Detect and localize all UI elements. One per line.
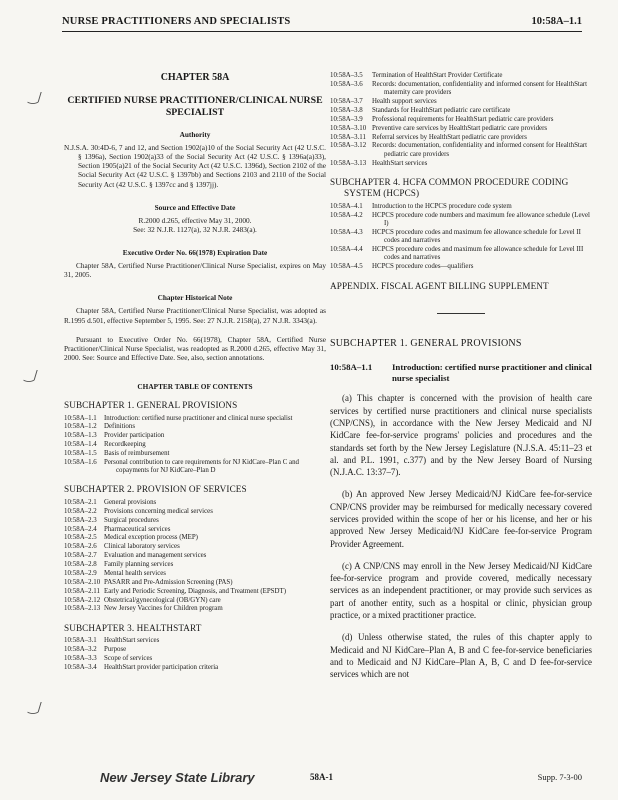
toc-subchapter-4-title: SUBCHAPTER 4. HCFA COMMON PROCEDURE CODING SYSTEM (HCPCS) — [330, 176, 569, 199]
toc-item — [64, 459, 326, 476]
toc-item-title: Provider participation — [104, 432, 165, 440]
toc-item — [64, 597, 326, 605]
toc-list — [330, 72, 592, 168]
exec-order-text: Chapter 58A, Certified Nurse Practitioner/Clinical Nurse Specialist, expires on May 31, 2005. — [64, 261, 326, 280]
toc-item-title: PASARR and Pre-Admission Screening (PAS) — [104, 578, 233, 586]
body-subchapter-title: SUBCHAPTER 1. GENERAL PROVISIONS — [330, 337, 522, 349]
header-section: 10:58A–1.1 — [531, 16, 582, 27]
toc-item-title: Referral services by HealthStart pediatric care providers — [372, 133, 527, 141]
toc-item-number: 10:58A–1.1 — [64, 414, 97, 422]
toc-list — [64, 415, 326, 476]
toc-item — [64, 588, 326, 596]
toc-item — [64, 415, 326, 423]
toc-item-number: 10:58A–3.1 — [64, 637, 97, 645]
right-column — [330, 72, 592, 690]
toc-item-number: 10:58A–4.3 — [330, 228, 363, 236]
toc-appendix: APPENDIX. FISCAL AGENT BILLING SUPPLEMENT — [330, 281, 549, 292]
toc-item — [64, 450, 326, 458]
toc-item-title: Medical exception process (MEP) — [104, 534, 198, 542]
toc-item — [330, 125, 592, 133]
toc-item — [64, 508, 326, 516]
toc-item-number: 10:58A–1.3 — [64, 432, 97, 440]
toc-item-number: 10:58A–4.2 — [330, 211, 363, 219]
toc-item-title: Pharmaceutical services — [104, 525, 171, 533]
section-heading — [330, 362, 592, 384]
toc-item-title: Professional requirements for HealthStart pediatric care providers — [372, 115, 554, 123]
historical-note-text: Pursuant to Executive Order No. 66(1978), Chapter 58A, Certified Nurse Practitioner/Clinical Nurse Specialist, was readopted as R.2000 d.265, effective May 31, 2000. See: Source and Effective Date. See, also, section annotations. — [64, 334, 326, 362]
section-title: Introduction: certified nurse practitioner and clinical nurse specialist — [392, 362, 592, 384]
toc-item — [64, 534, 326, 542]
toc-item — [330, 81, 592, 98]
toc-item-number: 10:58A–1.5 — [64, 450, 97, 458]
toc-item — [64, 605, 326, 613]
toc-item-title: Scope of services — [104, 655, 153, 663]
page-number: 58A-1 — [310, 772, 333, 782]
section-separator — [437, 313, 485, 314]
toc-item-number: 10:58A–2.10 — [64, 578, 101, 586]
toc-item — [64, 552, 326, 560]
exec-order-label: Executive Order No. 66(1978) Expiration Date — [122, 247, 268, 257]
toc-item — [330, 160, 592, 168]
left-column — [64, 72, 326, 673]
chapter-title: CERTIFIED NURSE PRACTITIONER/CLINICAL NURSE SPECIALIST — [67, 94, 323, 119]
toc-item-number: 10:58A–2.8 — [64, 561, 97, 569]
toc-item-title: Introduction: certified nurse practitioner and clinical nurse specialist — [104, 414, 293, 422]
toc-item-title: Definitions — [104, 423, 136, 431]
toc-item — [330, 263, 592, 271]
toc-item-number: 10:58A–3.11 — [330, 133, 366, 141]
source-label: Source and Effective Date — [154, 202, 236, 212]
header-title: NURSE PRACTITIONERS AND SPECIALISTS — [62, 16, 291, 27]
toc-item-number: 10:58A–3.5 — [330, 72, 363, 79]
toc-item — [330, 246, 592, 263]
historical-note-label: Chapter Historical Note — [157, 293, 233, 303]
toc-item-number: 10:58A–1.2 — [64, 423, 97, 431]
toc-item-number: 10:58A–3.12 — [330, 142, 367, 150]
toc-item-number: 10:58A–2.6 — [64, 543, 97, 551]
historical-note-text: Chapter 58A, Certified Nurse Practitioner/Clinical Nurse Specialist, was adopted as R.1995 d.501, effective September 5, 1995. See: 27 N.J.R. 2158(a), 27 N.J.R. 3343(a). — [64, 306, 326, 325]
toc-item — [330, 116, 592, 124]
toc-item-number: 10:58A–3.10 — [330, 124, 367, 132]
toc-item-title: Records: documentation, confidentiality and informed consent for HealthStart maternity care providers — [372, 80, 588, 97]
toc-item-title: Termination of HealthStart Provider Certificate — [372, 72, 503, 79]
toc-item-number: 10:58A–4.1 — [330, 202, 363, 210]
toc-item-number: 10:58A–1.4 — [64, 441, 97, 449]
toc-item-title: Purpose — [104, 646, 127, 654]
toc-item — [64, 561, 326, 569]
paragraph-b: (b) An approved New Jersey Medicaid/NJ KidCare fee-for-service CNP/CNS provider may be reimbursed for medically necessary covered services provided within the scope of her or his license, and her or his approved New Jersey Medicaid/NJ KidCare fee-for-service Program Provider Agreement. — [330, 489, 592, 549]
toc-item-number: 10:58A–1.6 — [64, 458, 97, 466]
margin-mark: ‿/ — [24, 368, 38, 382]
library-stamp: New Jersey State Library — [100, 770, 255, 785]
toc-item-title: Family planning services — [104, 561, 174, 569]
toc-subchapter-3-title: SUBCHAPTER 3. HEALTHSTART — [64, 622, 202, 633]
toc-item-number: 10:58A–2.2 — [64, 507, 97, 515]
authority-text: N.J.S.A. 30:4D-6, 7 and 12, and Section 1902(a)10 of the Social Security Act (42 U.S.C. § 1396a), Section 1902(a)33 of the Social Security Act (42 U.S.C. § 1396a(a)33), Section 1905(a)21 of the Social Security Act (42 U.S.C. 1396d), Section 2102 of the Social Security Act (42 U.S.C. § 1397bb) and Sections 2103 and 2110 of the Social Security Act (42 U.S.C. § 1397cc and § 1397jj). — [64, 143, 326, 189]
toc-list — [64, 637, 326, 672]
toc-item-number: 10:58A–3.13 — [330, 159, 367, 167]
toc-item-title: Introduction to the HCPCS procedure code system — [372, 202, 512, 210]
toc-item — [330, 229, 592, 246]
toc-item — [64, 570, 326, 578]
toc-item-number: 10:58A–2.12 — [64, 596, 101, 604]
toc-item-number: 10:58A–4.4 — [330, 246, 363, 254]
toc-item-title: Obstetrical/gynecological (OB/GYN) care — [104, 596, 221, 604]
source-line2: See: 32 N.J.R. 1127(a), 32 N.J.R. 2483(a). — [133, 224, 257, 234]
toc-item — [64, 655, 326, 663]
paragraph-a: (a) This chapter is concerned with the provision of health care services by certified nurse practitioners and clinical nurse specialists (CNP/CNS), in accordance with the New Jersey Medicaid and NJ KidCare fee-for-service programs' policies and procedures and the standards set forth by the New Jersey Legislature (N.J.S.A. 45:11–23 et al. and P.L. 1991, c.377) and by the New Jersey Board of Nursing (N.J.A.C. 13:37–7). — [330, 393, 592, 478]
toc-item — [64, 423, 326, 431]
toc-item — [330, 212, 592, 229]
toc-item — [64, 441, 326, 449]
authority-label: Authority — [179, 129, 211, 139]
toc-item-title: Early and Periodic Screening, Diagnosis, and Treatment (EPSDT) — [104, 587, 286, 595]
toc-item-number: 10:58A–3.8 — [330, 106, 363, 114]
toc-item — [64, 664, 326, 672]
toc-item-title: HealthStart provider participation criteria — [104, 663, 219, 671]
toc-item-title: Provisions concerning medical services — [104, 507, 213, 515]
toc-item-number: 10:58A–3.4 — [64, 663, 97, 671]
toc-list — [64, 499, 326, 614]
toc-item-number: 10:58A–2.7 — [64, 552, 97, 560]
source-line1: R.2000 d.265, effective May 31, 2000. — [138, 215, 252, 225]
running-header — [62, 16, 582, 30]
toc-item — [64, 432, 326, 440]
toc-item — [64, 637, 326, 645]
toc-item — [64, 499, 326, 507]
header-rule — [62, 31, 582, 32]
toc-item — [64, 517, 326, 525]
toc-item-title: Evaluation and management services — [104, 552, 207, 560]
toc-item — [330, 107, 592, 115]
toc-item-number: 10:58A–2.11 — [64, 587, 100, 595]
toc-item-title: Surgical procedures — [104, 516, 159, 524]
margin-mark: ‿/ — [28, 90, 42, 104]
toc-item — [64, 646, 326, 654]
toc-item-title: HCPCS procedure code numbers and maximum fee allowance schedule (Level I) — [372, 211, 590, 227]
toc-item — [64, 526, 326, 534]
toc-item-number: 10:58A–4.5 — [330, 263, 363, 271]
toc-item-number: 10:58A–3.6 — [330, 80, 363, 88]
toc-item — [330, 134, 592, 142]
toc-item-number: 10:58A–3.2 — [64, 646, 97, 654]
toc-item-title: Health support services — [372, 98, 437, 106]
toc-item-title: Recordkeeping — [104, 441, 146, 449]
toc-item — [64, 543, 326, 551]
toc-item-number: 10:58A–2.3 — [64, 516, 97, 524]
toc-item-number: 10:58A–2.5 — [64, 534, 97, 542]
page-footer — [100, 770, 582, 790]
toc-item — [330, 142, 592, 159]
toc-item-title: Standards for HealthStart pediatric care certificate — [372, 106, 511, 114]
toc-subchapter-2-title: SUBCHAPTER 2. PROVISION OF SERVICES — [64, 484, 247, 495]
toc-item-title: Preventive care services by HealthStart pediatric care providers — [372, 124, 548, 132]
toc-item-title: General provisions — [104, 498, 157, 506]
toc-item-number: 10:58A–2.4 — [64, 525, 97, 533]
toc-item-number: 10:58A–3.9 — [330, 115, 363, 123]
toc-item-title: Basis of reimbursement — [104, 450, 170, 458]
toc-item-title: HealthStart services — [372, 159, 428, 167]
toc-item-title: Records: documentation, confidentiality and informed consent for HealthStart pediatric care providers — [372, 142, 588, 158]
toc-item-number: 10:58A–3.7 — [330, 98, 363, 106]
margin-mark: ‿/ — [28, 700, 42, 714]
section-number: 10:58A–1.1 — [330, 362, 373, 373]
toc-item-title: Personal contribution to care requirements for NJ KidCare–Plan C and copayments for NJ KidCare–Plan D — [104, 458, 299, 475]
toc-item — [64, 579, 326, 587]
toc-subchapter-1-title: SUBCHAPTER 1. GENERAL PROVISIONS — [64, 400, 238, 411]
toc-item-title: HCPCS procedure codes and maximum fee allowance schedule for Level II codes and narratives — [372, 228, 581, 245]
toc-item-number: 10:58A–3.3 — [64, 655, 97, 663]
toc-item-title: HCPCS procedure codes—qualifiers — [372, 263, 474, 271]
toc-item-title: Clinical laboratory services — [104, 543, 180, 551]
toc-item-title: New Jersey Vaccines for Children program — [104, 605, 223, 613]
toc-item-title: HealthStart services — [104, 637, 160, 645]
toc-item-number: 10:58A–2.1 — [64, 498, 97, 506]
paragraph-d: (d) Unless otherwise stated, the rules of this chapter apply to Medicaid and NJ KidCare–Plan A, B and C fee-for-service beneficiaries and to Medicaid and NJ KidCare–Plan A, B, C and D fee-for-service services which are not — [330, 632, 592, 680]
toc-item — [330, 98, 592, 106]
paragraph-c: (c) A CNP/CNS may enroll in the New Jersey Medicaid/NJ KidCare fee-for-service program and provide covered, medically necessary services as an independent practitioner, or may provide such services as part of another entity, such as a hospital or clinic, physician group practice, or a mixed practitioner practice. — [330, 560, 592, 620]
chapter-number: CHAPTER 58A — [160, 72, 230, 83]
toc-list — [330, 203, 592, 272]
toc-item-number: 10:58A–2.9 — [64, 569, 97, 577]
toc-label: CHAPTER TABLE OF CONTENTS — [137, 381, 253, 391]
supplement-date: Supp. 7-3-00 — [537, 772, 582, 782]
toc-item-title: HCPCS procedure codes and maximum fee allowance schedule for Level III codes and narratives — [372, 246, 584, 262]
toc-item — [330, 72, 592, 80]
toc-item-number: 10:58A–2.13 — [64, 605, 101, 613]
toc-item-title: Mental health services — [104, 569, 166, 577]
toc-item — [330, 203, 592, 211]
